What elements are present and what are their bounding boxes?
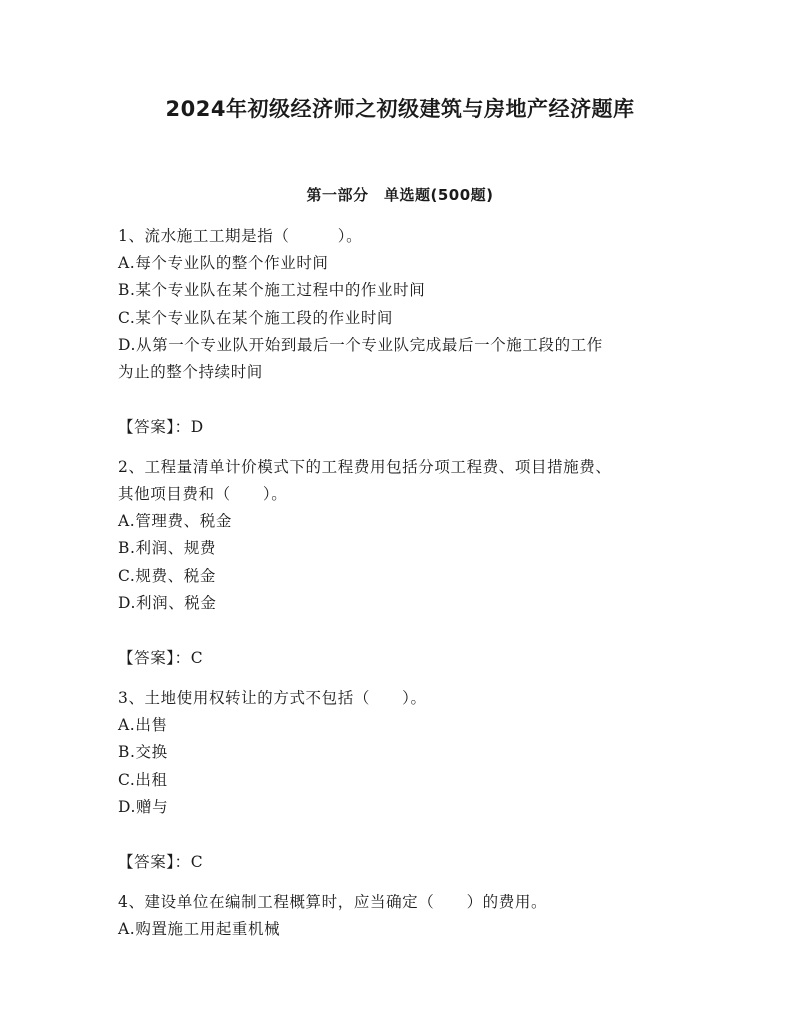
- question-3-option-c: C.出租: [118, 771, 168, 789]
- question-1-option-d-line2: 为止的整个持续时间: [118, 363, 263, 381]
- question-3-stem: 3、土地使用权转让的方式不包括（ ）。: [118, 689, 427, 707]
- section-title: 第一部分 单选题(500题): [306, 186, 494, 204]
- question-2-stem-line1: 2、工程量清单计价模式下的工程费用包括分项工程费、项目措施费、: [118, 458, 612, 476]
- question-3-option-a: A.出售: [118, 716, 168, 734]
- question-2-option-a: A.管理费、税金: [118, 512, 232, 530]
- question-2-option-d: D.利润、税金: [118, 594, 217, 612]
- page-title: 2024年初级经济师之初级建筑与房地产经济题库: [165, 97, 635, 121]
- question-1-answer: 【答案】：D: [118, 418, 204, 436]
- question-3-option-b: B.交换: [118, 743, 168, 761]
- question-2-stem-line2: 其他项目费和（ ）。: [118, 485, 288, 503]
- question-2-answer: 【答案】：C: [118, 649, 204, 667]
- question-1-option-c: C.某个专业队在某个施工段的作业时间: [118, 309, 394, 327]
- question-4-option-a: A.购置施工用起重机械: [118, 920, 281, 938]
- question-1-stem: 1、流水施工工期是指（ ）。: [118, 227, 363, 245]
- question-4-stem: 4、建设单位在编制工程概算时，应当确定（ ）的费用。: [118, 893, 548, 911]
- question-2-option-c: C.规费、税金: [118, 567, 216, 585]
- question-1-option-b: B.某个专业队在某个施工过程中的作业时间: [118, 281, 426, 299]
- question-3-option-d: D.赠与: [118, 798, 169, 816]
- question-1-option-a: A.每个专业队的整个作业时间: [118, 254, 329, 272]
- question-3-answer: 【答案】：C: [118, 853, 204, 871]
- question-1-option-d-line1: D.从第一个专业队开始到最后一个专业队完成最后一个施工段的工作: [118, 336, 603, 354]
- question-2-option-b: B.利润、规费: [118, 539, 217, 557]
